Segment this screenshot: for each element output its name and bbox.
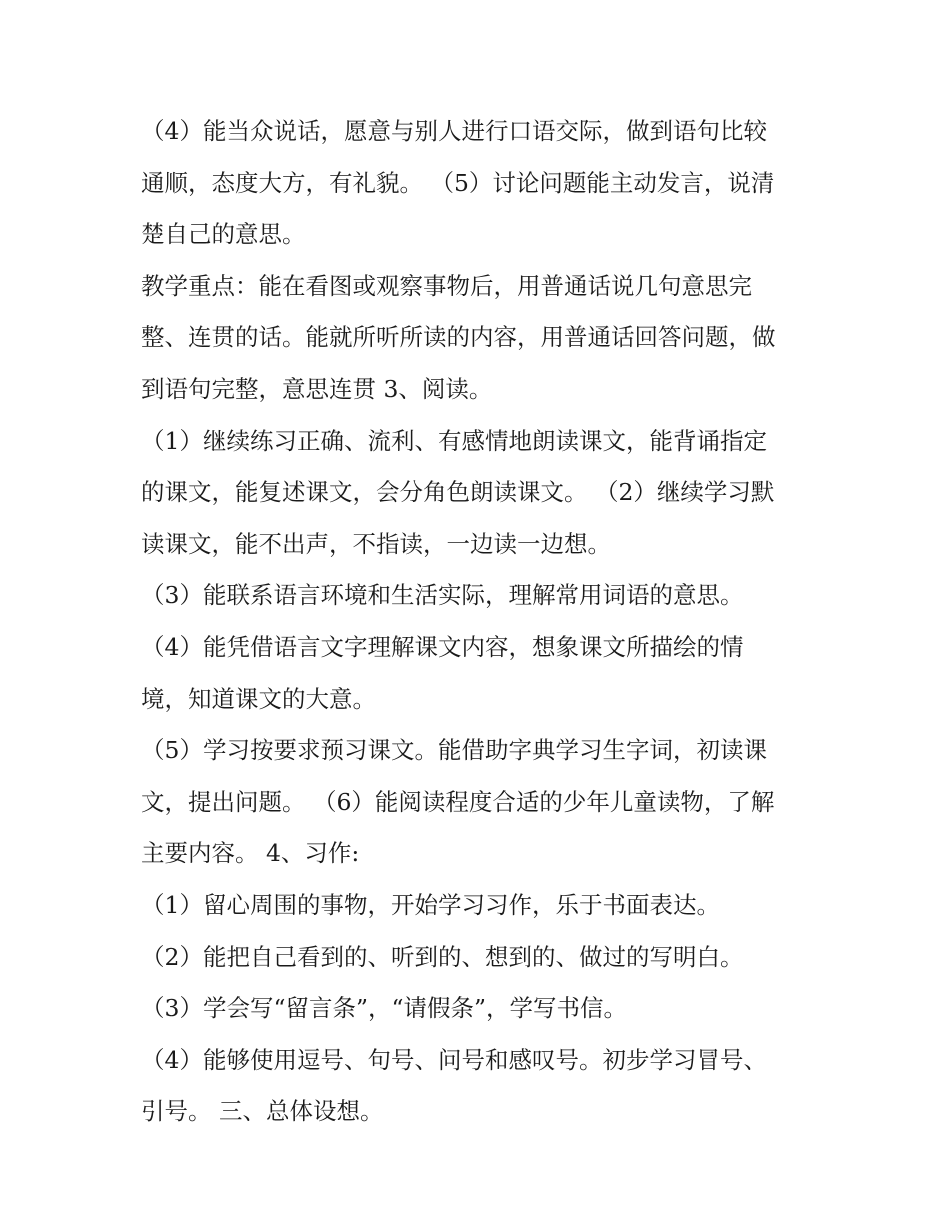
text-line: （5）学习按要求预习课文。能借助字典学习生字词，初读课 (141, 736, 767, 765)
text-line: 到语句完整，意思连贯 3、阅读。 (141, 374, 493, 403)
text-line: 读课文，能不出声，不指读，一边读一边想。 (141, 529, 611, 558)
text-line: （3）学会写“留言条”，“请假条”，学写书信。 (141, 994, 628, 1023)
text-line: 楚自己的意思。 (141, 220, 306, 249)
text-line: （1）继续练习正确、流利、有感情地朗读课文，能背诵指定 (141, 426, 767, 455)
text-line: 文，提出问题。 （6）能阅读程度合适的少年儿童读物，了解 (141, 787, 775, 816)
text-line: （4）能够使用逗号、句号、问号和感叹号。初步学习冒号、 (141, 1045, 767, 1074)
text-line: 整、连贯的话。能就所听所读的内容，用普通话回答问题，做 (141, 323, 776, 352)
text-line: （4）能当众说话，愿意与别人进行口语交际，做到语句比较 (141, 117, 767, 145)
text-line: 教学重点：能在看图或观察事物后，用普通话说几句意思完 (141, 271, 752, 300)
text-line: （2）能把自己看到的、听到的、想到的、做过的写明白。 (141, 942, 744, 971)
text-line: 通顺，态度大方，有礼貌。 （5）讨论问题能主动发言，说清 (141, 168, 775, 197)
document-body (141, 106, 821, 1138)
text-line: （3）能联系语言环境和生活实际，理解常用词语的意思。 (141, 581, 744, 610)
text-line: 境，知道课文的大意。 (141, 684, 376, 713)
text-line: 引号。 三、总体设想。 (141, 1097, 384, 1126)
text-line: 主要内容。 4、习作: (141, 839, 360, 868)
text-line: （1）留心周围的事物，开始学习习作，乐于书面表达。 (141, 890, 720, 919)
text-line: 的课文，能复述课文，会分角色朗读课文。 （2）继续学习默 (141, 478, 775, 507)
text-line: （4）能凭借语言文字理解课文内容，想象课文所描绘的情 (141, 632, 744, 661)
